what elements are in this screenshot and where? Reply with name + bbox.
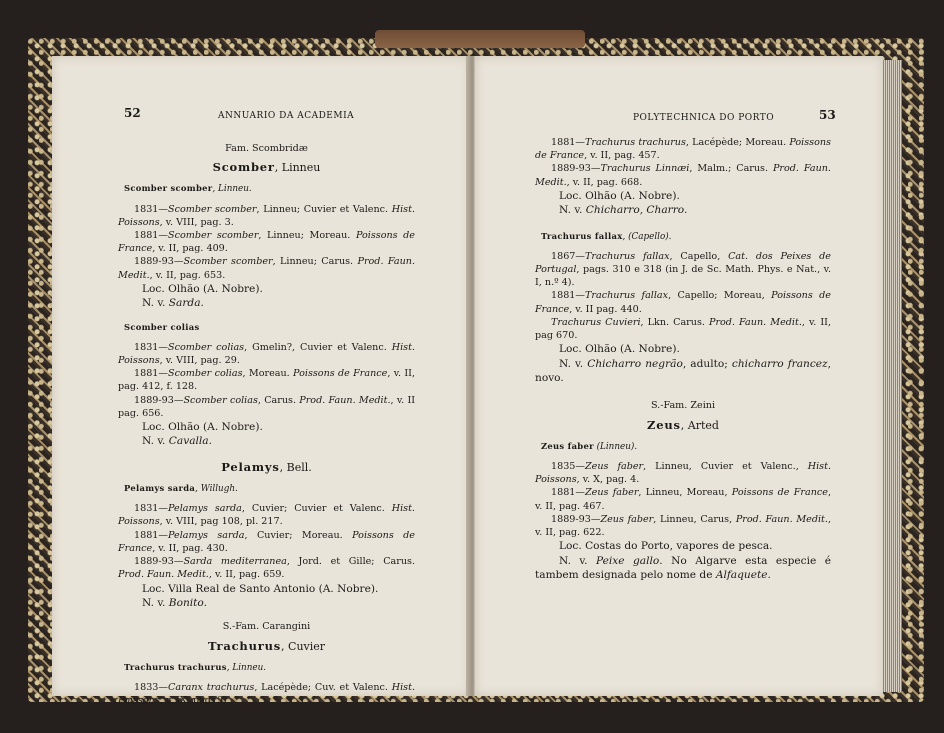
reference: 1835—Zeus faber, Linneu, Cuvier et Valenc., Hist. Poissons, v. X, pag. 4. bbox=[535, 461, 832, 486]
reference: 1881—Trachurus trachurus, Lacépède; Moreau. Poissons de France, v. II, pag. 457. bbox=[535, 137, 831, 162]
vernacular-name: N. v. Cavalla. bbox=[142, 435, 212, 448]
page-body bbox=[118, 138, 415, 707]
reference: 1833—Caranx trachurus, Lacépède; Cuv. et Valenc. Hist. Poissons, v. IX, pag. 9. bbox=[118, 681, 415, 707]
reference: 1881—Pelamys sarda, Cuvier; Moreau. Poissons de France, v. II, pag. 430. bbox=[118, 529, 415, 554]
species-heading: Scomber scomber, Linneu. bbox=[124, 183, 252, 195]
genus-heading: Scomber, Linneu bbox=[212, 160, 321, 175]
vernacular-name: N. v. Bonito. bbox=[142, 596, 207, 609]
family-heading: Fam. Scombridæ bbox=[225, 143, 308, 154]
reference: 1889-93—Sarda mediterranea, Jord. et Gille; Carus. Prod. Faun. Medit., v. II, pag. 659. bbox=[118, 556, 415, 581]
reference: 1889-93—Trachurus Linnæi, Malm.; Carus. Prod. Faun. Medit., v. II, pag. 668. bbox=[535, 163, 831, 188]
reference: 1831—Pelamys sarda, Cuvier; Cuvier et Valenc. Hist. Poissons, v. VIII, pag 108, pl. 217. bbox=[118, 503, 415, 528]
reference: 1889-93—Scomber colias, Carus. Prod. Faun. Medit., v. II pag. 656. bbox=[118, 394, 416, 419]
right-page bbox=[474, 56, 883, 696]
page-body bbox=[535, 136, 831, 583]
species-heading: Trachurus trachurus, Linneu. bbox=[124, 661, 267, 673]
subfamily-heading: S.-Fam. Carangini bbox=[222, 621, 311, 633]
vernacular-name: N. v. Chicharro, Charro. bbox=[559, 204, 688, 217]
species-heading: Zeus faber (Linneu). bbox=[541, 440, 638, 452]
running-head: POLYTECHNICA DO PORTO bbox=[633, 113, 775, 123]
reference: 1831—Scomber colias, Gmelin?, Cuvier et Valenc. Hist. Poissons, v. VIII, pag. 29. bbox=[118, 341, 415, 367]
vernacular-name: N. v. Sarda. bbox=[142, 297, 204, 310]
genus-heading: Trachurus, Cuvier bbox=[207, 638, 326, 653]
reference: 1881—Zeus faber, Linneu, Moreau, Poissons de France, v. II, pag. 467. bbox=[535, 487, 832, 512]
page-edges bbox=[880, 60, 902, 692]
vernacular-name: N. v. Peixe gallo. No Algarve esta especie é tambem designada pelo nome de Alfaquete. bbox=[535, 554, 831, 582]
locality: Loc. Villa Real de Santo Antonio (A. Nobre). bbox=[142, 582, 379, 595]
subfamily-heading: S.-Fam. Zeini bbox=[650, 400, 716, 412]
reference: Trachurus Cuvieri, Lkn. Carus. Prod. Faun. Medit., v. II, pag 670. bbox=[535, 316, 832, 342]
running-head: ANNUARIO DA ACADEMIA bbox=[218, 111, 355, 121]
reference: 1881—Scomber colias, Moreau. Poissons de France, v. II, pag. 412, f. 128. bbox=[118, 368, 416, 393]
locality: Loc. Olhão (A. Nobre). bbox=[559, 343, 680, 356]
reference: 1831—Scomber scomber, Linneu; Cuvier et Valenc. Hist. Poissons, v. VIII, pag. 3. bbox=[118, 203, 415, 228]
locality: Loc. Olhão (A. Nobre). bbox=[559, 189, 680, 202]
species-heading: Pelamys sarda, Willugh. bbox=[124, 483, 238, 495]
book-spine bbox=[375, 30, 585, 48]
reference: 1867—Trachurus fallax, Capello, Cat. dos Peixes de Portugal, pags. 310 e 318 (in J. de Sc. Math. Phys. e Nat., v. I, n.º 4). bbox=[535, 250, 831, 289]
reference: 1889-93—Zeus faber, Linneu, Carus, Prod. Faun. Medit., v. II, pag. 622. bbox=[535, 513, 832, 539]
locality: Loc. Olhão (A. Nobre). bbox=[142, 282, 263, 295]
species-heading: Scomber colias bbox=[124, 321, 200, 332]
species-heading: Trachurus fallax, (Capello). bbox=[541, 230, 672, 242]
reference: 1881—Trachurus fallax, Capello; Moreau, Poissons de France, v. II pag. 440. bbox=[535, 290, 831, 315]
locality: Loc. Costas do Porto, vapores de pesca. bbox=[559, 540, 773, 553]
genus-heading: Zeus, Arted bbox=[647, 417, 719, 432]
reference: 1881—Scomber scomber, Linneu; Moreau. Poissons de France, v. II, pag. 409. bbox=[118, 230, 415, 255]
reference: 1889-93—Scomber scomber, Linneu; Carus. Prod. Faun. Medit., v. II, pag. 653. bbox=[118, 256, 415, 281]
left-page bbox=[52, 56, 472, 707]
page-number: 53 bbox=[819, 108, 836, 122]
vernacular-name: N. v. Chicharro negrão, adulto; chicharro francez, novo. bbox=[535, 357, 832, 385]
page-number: 52 bbox=[124, 106, 141, 120]
locality: Loc. Olhão (A. Nobre). bbox=[142, 421, 263, 434]
genus-heading: Pelamys, Bell. bbox=[221, 459, 312, 474]
